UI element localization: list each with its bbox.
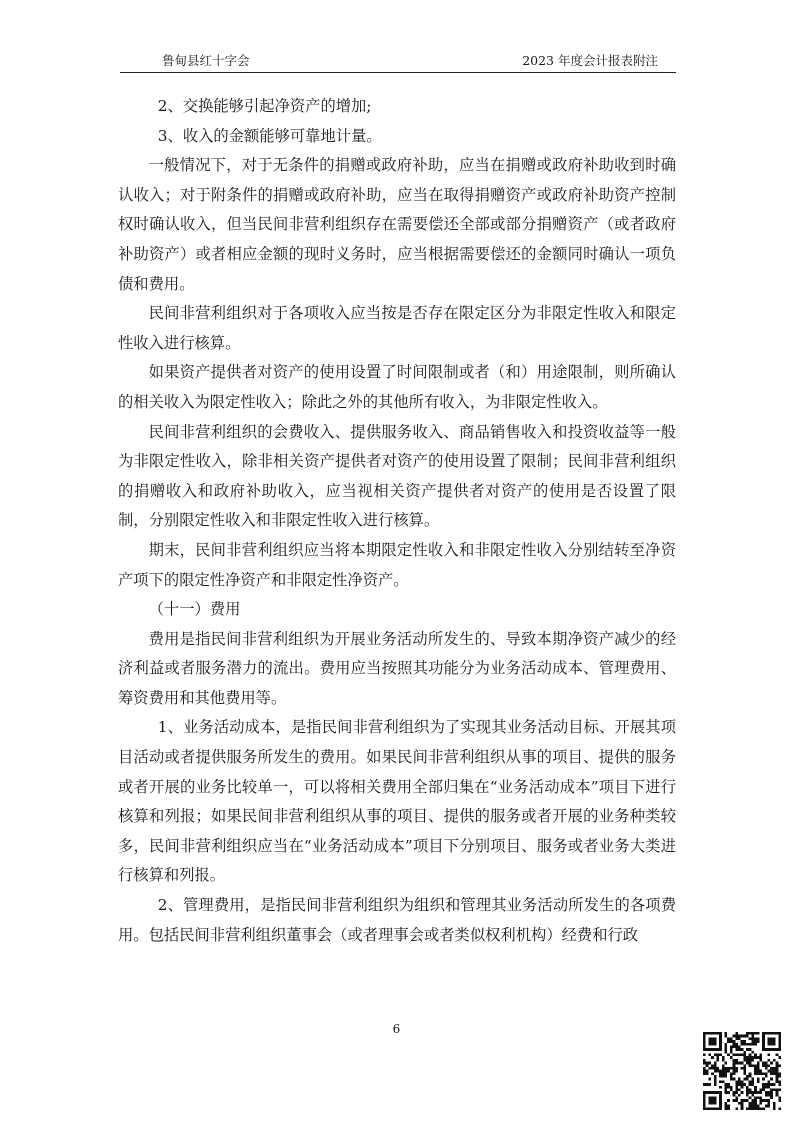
paragraph-recognition: 一般情况下，对于无条件的捐赠或政府补助，应当在捐赠或政府补助收到时确认收入；对于附条件的捐赠或政府补助，应当在取得捐赠资产或政府补助资产控制权时确认收入，但当民间非营利组织存在需要偿还全部或部分捐赠资产（或者政府补助资产）或者相应金额的现时义务时，应当根据需要偿还的金额同时确认一项负债和费用。 xyxy=(118,156,676,293)
header-report-title: 2023 年度会计报表附注 xyxy=(522,53,658,68)
document-body xyxy=(118,92,676,950)
paragraph-income-types: 民间非营利组织的会费收入、提供服务收入、商品销售收入和投资收益等一般为非限定性收入，除非相关资产提供者对资产的使用设置了限制；民间非营利组织的捐赠收入和政府补助收入，应当视相关资产提供者对资产的使用是否设置了限制，分别限定性收入和非限定性收入进行核算。 xyxy=(118,422,676,530)
paragraph-period-end: 期末，民间非营利组织应当将本期限定性收入和非限定性收入分别结转至净资产项下的限定性净资产和非限定性净资产。 xyxy=(118,540,676,589)
section-heading-expenses: （十一）费用 xyxy=(148,600,241,619)
paragraph-expenses-definition: 费用是指民间非营利组织为开展业务活动所发生的、导致本期净资产减少的经济利益或者服务潜力的流出。费用应当按照其功能分为业务活动成本、管理费用、筹资费用和其他费用等。 xyxy=(118,629,676,707)
paragraph-item-2: 2、交换能够引起净资产的增加; xyxy=(157,97,372,115)
page-number: 6 xyxy=(392,1022,401,1036)
qr-code-icon xyxy=(703,1032,781,1110)
paragraph-restricted: 如果资产提供者对资产的使用设置了时间限制或者（和）用途限制，则所确认的相关收入为限定性收入；除此之外的其他所有收入，为非限定性收入。 xyxy=(118,363,676,411)
header-org-name: 鲁甸县红十字会 xyxy=(162,53,250,68)
paragraph-admin-expense: 2、管理费用，是指民间非营利组织为组织和管理其业务活动所发生的各项费用。包括民间非营利组织董事会（或者理事会或者类似权利机构）经费和行政 xyxy=(118,896,676,944)
header-divider xyxy=(120,72,676,73)
paragraph-classification: 民间非营利组织对于各项收入应当按是否存在限定区分为非限定性收入和限定性收入进行核算。 xyxy=(118,304,676,352)
page-header xyxy=(120,49,676,71)
paragraph-business-cost: 1、业务活动成本，是指民间非营利组织为了实现其业务活动目标、开展其项目活动或者提供服务所发生的费用。如果民间非营利组织从事的项目、提供的服务或者开展的业务比较单一，可以将相关费用全部归集在“业务活动成本”项目下进行核算和列报；如果民间非营利组织从事的项目、提供的服务或者开展的业务种类较多，民间非营利组织应当在“业务活动成本”项目下分别项目、服务或者业务大类进行核算和列报。 xyxy=(118,718,676,885)
paragraph-item-3: 3、收入的金额能够可靠地计量。 xyxy=(157,126,382,145)
